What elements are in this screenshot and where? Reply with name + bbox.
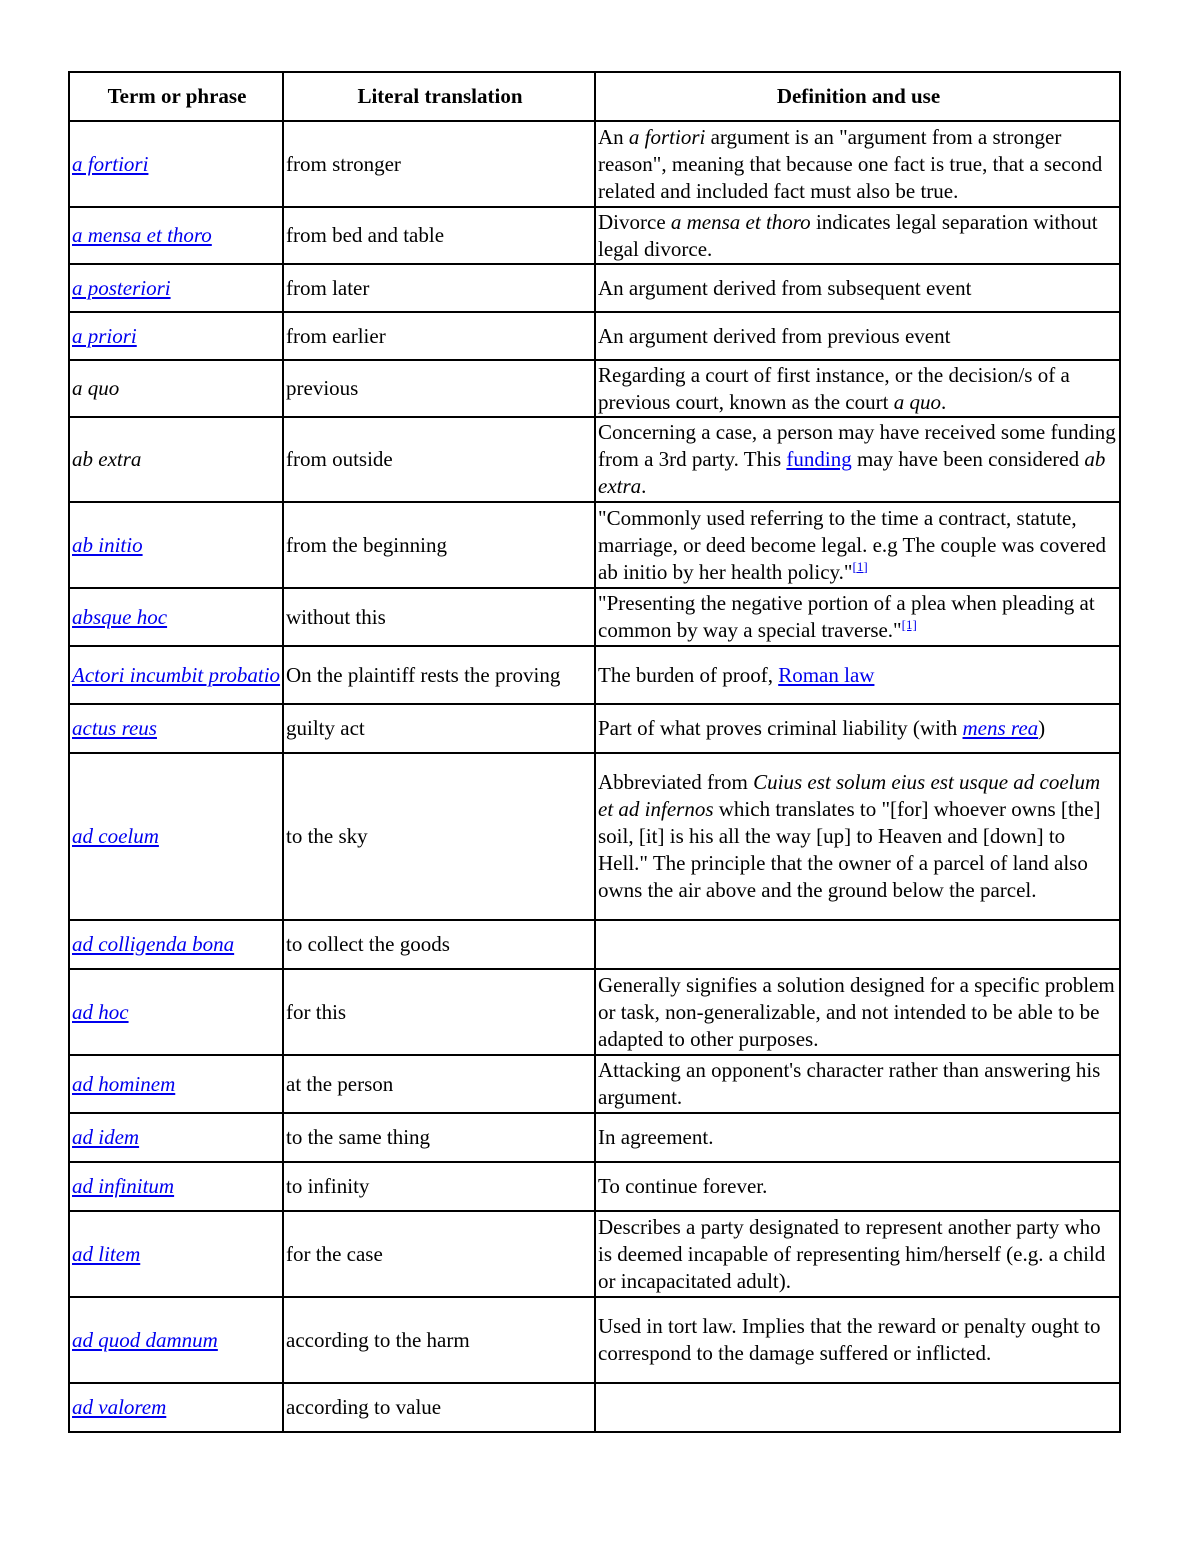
definition-cell: To continue forever.: [595, 1162, 1120, 1211]
definition-text: argument is an "argument from a stronger reason", meaning that because one fact is true, that a second related and included fact must also be true.: [598, 124, 1103, 203]
table-row: [69, 1383, 1120, 1432]
table-row: [69, 312, 1120, 360]
definition-cell: [595, 207, 1120, 264]
table-row: [69, 969, 1120, 1055]
literal-cell: for the case: [283, 1211, 595, 1297]
definition-text: may have been considered: [851, 447, 1085, 471]
latin-terms-table: [68, 71, 1121, 1433]
table-row: [69, 207, 1120, 264]
term-cell: [69, 969, 283, 1055]
definition-cell: [595, 502, 1120, 588]
definition-text: The burden of proof,: [598, 662, 779, 687]
definition-cell: [595, 417, 1120, 502]
table-row: [69, 121, 1120, 207]
mens-rea-link[interactable]: mens rea: [962, 716, 1039, 740]
definition-cell: Attacking an opponent's character rather than answering his argument.: [595, 1055, 1120, 1113]
term-cell: ab extra: [69, 417, 283, 502]
term-link[interactable]: Actori incumbit probatio: [72, 662, 281, 687]
definition-italic: Cuius est solum eius est usque ad coelum et ad infernos: [598, 770, 1101, 821]
definition-cell: [595, 753, 1120, 920]
term-cell: [69, 920, 283, 969]
literal-cell: from bed and table: [283, 207, 595, 264]
definition-cell: [595, 646, 1120, 704]
literal-cell: from stronger: [283, 121, 595, 207]
term-link[interactable]: ad idem: [72, 1125, 140, 1149]
literal-cell: from outside: [283, 417, 595, 502]
definition-text: Concerning a case, a person may have received some funding from a 3rd party. This: [598, 420, 1116, 471]
literal-cell: to the same thing: [283, 1113, 595, 1162]
table-row: [69, 753, 1120, 920]
term-link[interactable]: ad colligenda bona: [72, 932, 235, 956]
definition-cell: [595, 920, 1120, 969]
definition-text: Part of what proves criminal liability (with: [598, 716, 963, 740]
definition-italic: ab extra: [598, 447, 1106, 498]
term-cell: [69, 502, 283, 588]
reference-sup: [852, 559, 867, 574]
definition-text: ): [1038, 716, 1046, 740]
table-row: [69, 1113, 1120, 1162]
literal-cell: according to value: [283, 1383, 595, 1432]
literal-cell: to collect the goods: [283, 920, 595, 969]
definition-cell: In agreement.: [595, 1113, 1120, 1162]
definition-italic: a fortiori: [628, 124, 706, 149]
table-row: [69, 417, 1120, 502]
definition-text: Abbreviated from: [598, 770, 754, 794]
term-cell: [69, 121, 283, 207]
definition-italic: a mensa et thoro: [670, 209, 811, 234]
definition-cell: [595, 121, 1120, 207]
literal-cell: to infinity: [283, 1162, 595, 1211]
literal-cell: guilty act: [283, 704, 595, 753]
term-link[interactable]: ad hoc: [72, 999, 129, 1024]
header-definition: Definition and use: [595, 72, 1120, 121]
header-row: [69, 72, 1120, 121]
table-row: [69, 264, 1120, 312]
table-row: [69, 704, 1120, 753]
term-cell: [69, 1383, 283, 1432]
definition-cell: An argument derived from subsequent event: [595, 264, 1120, 312]
definition-cell: [595, 704, 1120, 753]
term-link[interactable]: ad litem: [72, 1241, 141, 1266]
term-cell: [69, 704, 283, 753]
definition-cell: Used in tort law. Implies that the reward or penalty ought to correspond to the damage suffered or inflicted.: [595, 1297, 1120, 1383]
definition-text: "Commonly used referring to the time a contract, statute, marriage, or deed become legal. e.g The couple was covered ab initio by her health policy.": [598, 505, 1107, 584]
reference-sup: [902, 617, 917, 632]
term-cell: [69, 207, 283, 264]
table-row: [69, 1055, 1120, 1113]
literal-cell: for this: [283, 969, 595, 1055]
term-cell: [69, 1055, 283, 1113]
term-link[interactable]: a fortiori: [72, 151, 149, 176]
definition-text: indicates legal separation without legal divorce.: [598, 209, 1098, 261]
table-row: [69, 1297, 1120, 1383]
term-cell: [69, 588, 283, 646]
funding-link[interactable]: funding: [786, 447, 852, 471]
term-cell: [69, 264, 283, 312]
header-literal: Literal translation: [283, 72, 595, 121]
table-row: [69, 920, 1120, 969]
term-link[interactable]: ad coelum: [72, 824, 159, 848]
definition-cell: Generally signifies a solution designed for a specific problem or task, non-generalizable, and not intended to be able to be adapted to other purposes.: [595, 969, 1120, 1055]
literal-cell: On the plaintiff rests the proving: [283, 646, 595, 704]
term-link[interactable]: ad quod damnum: [72, 1327, 218, 1352]
term-cell: [69, 312, 283, 360]
term-cell: a quo: [69, 360, 283, 417]
definition-text: An: [598, 124, 629, 149]
table-row: [69, 360, 1120, 417]
literal-cell: from the beginning: [283, 502, 595, 588]
definition-text: Regarding a court of first instance, or the decision/s of a previous court, known as the court: [598, 362, 1070, 414]
definition-text: Divorce: [598, 209, 671, 234]
definition-text: .: [940, 389, 947, 414]
term-link[interactable]: ad hominem: [72, 1071, 176, 1096]
term-cell: [69, 1297, 283, 1383]
literal-cell: to the sky: [283, 753, 595, 920]
term-link[interactable]: actus reus: [72, 716, 157, 740]
literal-cell: without this: [283, 588, 595, 646]
definition-cell: Describes a party designated to represent another party who is deemed incapable of representing him/herself (e.g. a child or incapacitated adult).: [595, 1211, 1120, 1297]
table-row: [69, 646, 1120, 704]
definition-cell: [595, 588, 1120, 646]
term-cell: [69, 1162, 283, 1211]
roman-law-link[interactable]: Roman law: [778, 662, 875, 687]
term-link[interactable]: ab initio: [72, 532, 143, 557]
term-link[interactable]: ad valorem: [72, 1395, 167, 1419]
definition-italic: a quo: [893, 389, 941, 414]
header-term: Term or phrase: [69, 72, 283, 121]
reference-link[interactable]: [1]: [852, 558, 868, 574]
term-cell: [69, 1113, 283, 1162]
definition-cell: [595, 360, 1120, 417]
term-link[interactable]: absque hoc: [72, 604, 168, 629]
table-row: [69, 502, 1120, 588]
definition-text: .: [641, 474, 647, 498]
term-link[interactable]: a priori: [72, 323, 137, 348]
definition-text: "Presenting the negative portion of a plea when pleading at common by way a special traverse.": [598, 591, 1095, 642]
term-link[interactable]: ad infinitum: [72, 1174, 175, 1198]
literal-cell: from earlier: [283, 312, 595, 360]
reference-link[interactable]: [1]: [901, 617, 917, 632]
definition-cell: [595, 1383, 1120, 1432]
term-cell: [69, 753, 283, 920]
definition-cell: An argument derived from previous event: [595, 312, 1120, 360]
term-link[interactable]: a mensa et thoro: [72, 223, 212, 247]
literal-cell: from later: [283, 264, 595, 312]
literal-cell: previous: [283, 360, 595, 417]
table-row: [69, 1211, 1120, 1297]
term-link[interactable]: a posteriori: [72, 275, 171, 300]
literal-cell: at the person: [283, 1055, 595, 1113]
definition-text: which translates to "[for] whoever owns [the] soil, [it] is his all the way [up] to Heaven and [down] to Hell." The principle that the owner of a parcel of land also owns the air above and the ground below the parcel.: [598, 797, 1101, 902]
table-row: [69, 588, 1120, 646]
table-row: [69, 1162, 1120, 1211]
term-cell: [69, 646, 283, 704]
term-cell: [69, 1211, 283, 1297]
literal-cell: according to the harm: [283, 1297, 595, 1383]
